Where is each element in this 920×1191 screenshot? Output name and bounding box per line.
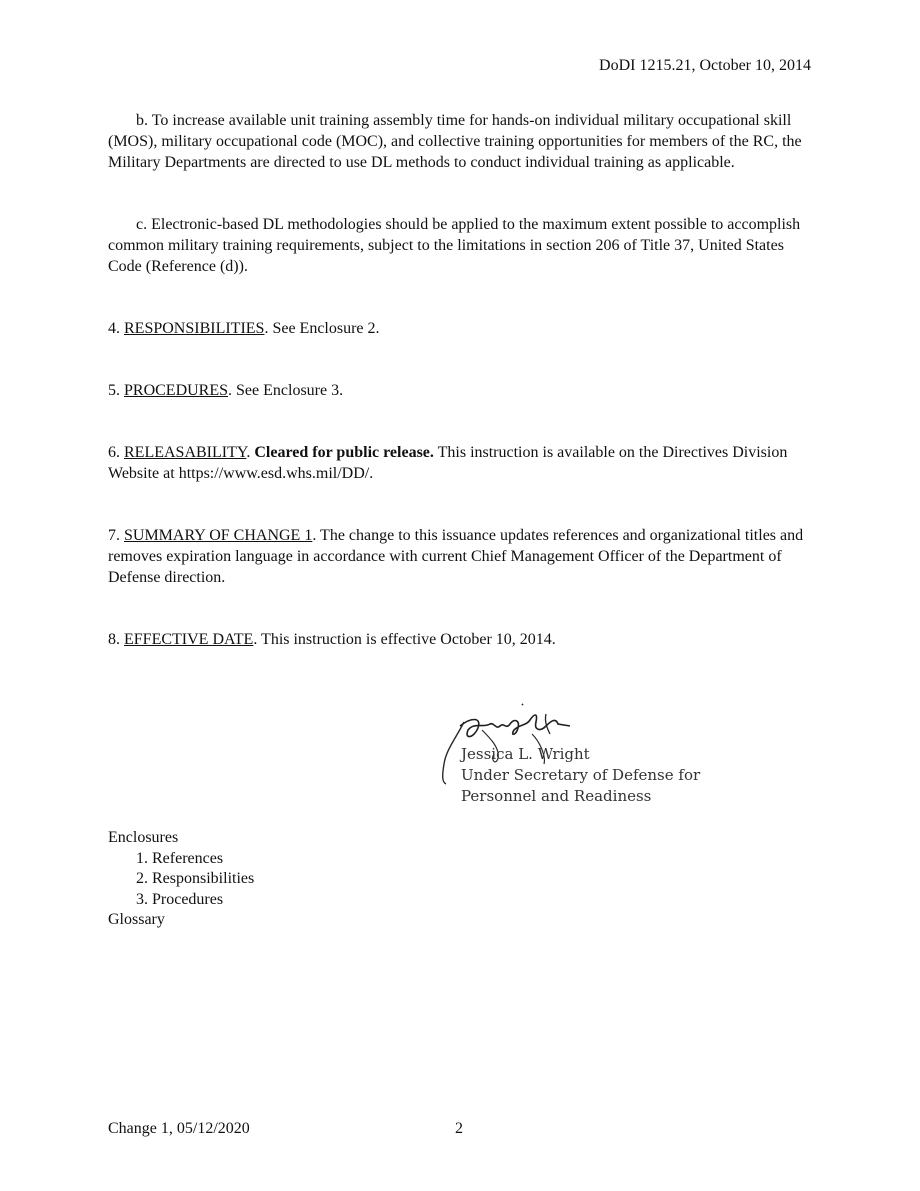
section-separator: . <box>246 444 255 461</box>
section-text: . See Enclosure 3. <box>228 382 344 399</box>
section-number: 8. <box>108 631 124 648</box>
section-text: . See Enclosure 2. <box>264 320 380 337</box>
glossary-label: Glossary <box>108 911 165 928</box>
section-title: EFFECTIVE DATE <box>124 631 254 648</box>
section-text: This instruction is available on the Directives Division Website at https://www.esd.whs.mil/DD/. <box>108 444 788 482</box>
section-title: SUMMARY OF CHANGE 1 <box>124 527 313 544</box>
section-number: 4. <box>108 320 124 337</box>
section-procedures <box>108 380 813 401</box>
section-effective-date <box>108 629 813 650</box>
page-number: 2 <box>455 1120 463 1137</box>
section-text: . The change to this issuance updates references and organizational titles and removes expiration language in accordance with current Chief Management Officer of the Department of Defense direction. <box>108 527 804 586</box>
enclosure-item: 3. Procedures <box>136 890 224 908</box>
paragraph-b: b. To increase available unit training assembly time for hands-on individual military occupational skill (MOS), military occupational code (MOC), and collective training opportunities for members of the RC, the Military Departments are directed to use DL methods to conduct individual training as applicable. <box>108 112 802 171</box>
enclosures-heading: Enclosures <box>108 829 179 846</box>
release-statement: Cleared for public release. <box>254 444 434 461</box>
signature-text <box>461 744 700 807</box>
section-number: 5. <box>108 382 124 399</box>
signatory-title-line1: Under Secretary of Defense for <box>461 766 701 784</box>
signatory-title-line2: Personnel and Readiness <box>461 787 652 805</box>
footer-change: Change 1, 05/12/2020 <box>108 1120 250 1137</box>
section-responsibilities <box>108 318 813 339</box>
enclosures-list <box>108 828 254 931</box>
signatory-name: Jessica L. Wright <box>461 745 590 763</box>
enclosure-item: 1. References <box>136 849 224 867</box>
section-releasability <box>108 442 813 484</box>
section-summary-of-change <box>108 525 813 588</box>
section-title: PROCEDURES <box>124 382 229 399</box>
section-text: . This instruction is effective October 10, 2014. <box>253 631 556 648</box>
enclosure-item: 2. Responsibilities <box>136 870 255 887</box>
signature-block <box>434 700 714 815</box>
section-number: 6. <box>108 444 124 461</box>
section-title: RELEASABILITY <box>124 444 247 461</box>
document-header: DoDI 1215.21, October 10, 2014 <box>599 57 811 74</box>
paragraph-c: c. Electronic-based DL methodologies should be applied to the maximum extent possible to accomplish common military training requirements, subject to the limitations in section 206 of Title 37, United States Code (Reference (d)). <box>108 216 801 275</box>
section-number: 7. <box>108 527 124 544</box>
section-title: RESPONSIBILITIES <box>124 320 265 337</box>
